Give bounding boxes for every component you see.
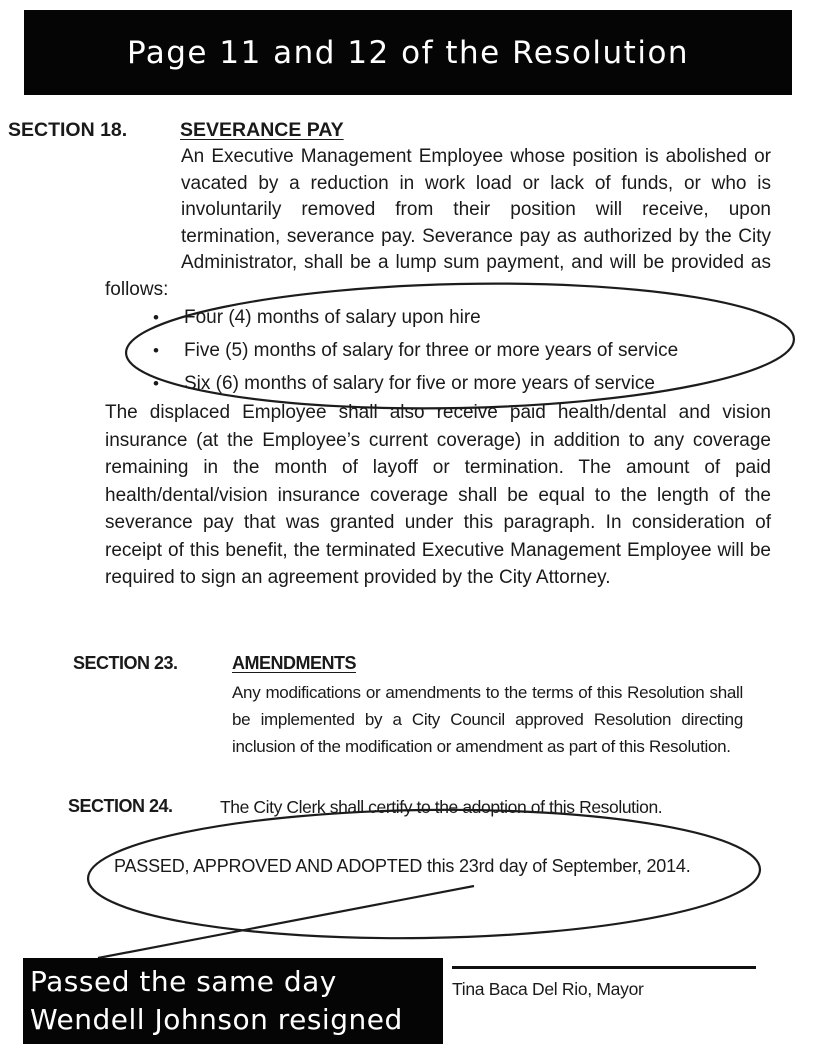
section-24-body: The City Clerk shall certify to the adoption of this Resolution. — [220, 797, 663, 817]
bullet-icon: • — [153, 374, 159, 393]
signature-name-title: Tina Baca Del Rio, Mayor — [452, 979, 644, 999]
section-18-paragraph-1-text: An Executive Management Employee whose position is abolished or vacated by a reduction in work load or lack of funds, or who is involuntarily removed from their position will receive, upon termination, severance pay. Severance pay as authorized by the City Administrator, shall be a lump sum payment, and will be provided as follows: — [105, 146, 771, 300]
pointer-line-annotation — [98, 886, 474, 958]
section-23-title: AMENDMENTS — [232, 653, 356, 673]
list-item — [153, 334, 678, 367]
section-23-label: SECTION 23. — [73, 653, 178, 673]
severance-bullet-list — [153, 301, 678, 400]
annotation-note-line1: Passed the same day — [30, 965, 337, 998]
bullet-icon: • — [153, 308, 159, 327]
bullet-text-six-months: Six (6) months of salary for five or more years of service — [184, 373, 655, 394]
hanging-indent-spacer — [105, 144, 181, 251]
bullet-text-four-months: Four (4) months of salary upon hire — [184, 307, 481, 328]
list-item — [153, 367, 678, 400]
bullet-icon: • — [153, 341, 159, 360]
signature-rule — [452, 966, 756, 969]
section-18-title: SEVERANCE PAY — [180, 119, 344, 141]
adoption-statement: PASSED, APPROVED AND ADOPTED this 23rd day of September, 2014. — [114, 856, 691, 876]
banner-title: Page 11 and 12 of the Resolution — [126, 34, 690, 71]
page-header-banner — [24, 10, 792, 95]
annotation-note-line2: Wendell Johnson resigned — [30, 1003, 403, 1036]
section-23-body: Any modifications or amendments to the terms of this Resolution shall be implemented by a City Council approved Resolution directing inclusion of the modification or amendment as part of this Resolution. — [232, 683, 743, 756]
list-item — [153, 301, 678, 334]
section-24-label: SECTION 24. — [68, 796, 173, 816]
annotation-note-box — [23, 958, 443, 1044]
bullet-text-five-months: Five (5) months of salary for three or more years of service — [184, 340, 679, 361]
section-18-label: SECTION 18. — [8, 119, 128, 141]
section-18-paragraph-1 — [105, 144, 771, 304]
section-18-paragraph-2: The displaced Employee shall also receive paid health/dental and vision insurance (at the Employee’s current coverage) in addition to any coverage remaining in the month of layoff or termination. The amount of paid health/dental/vision insurance coverage shall be equal to the length of the severance pay that was granted under this paragraph. In consideration of receipt of this benefit, the terminated Executive Management Employee will be required to sign an agreement provided by the City Attorney. — [105, 402, 771, 588]
